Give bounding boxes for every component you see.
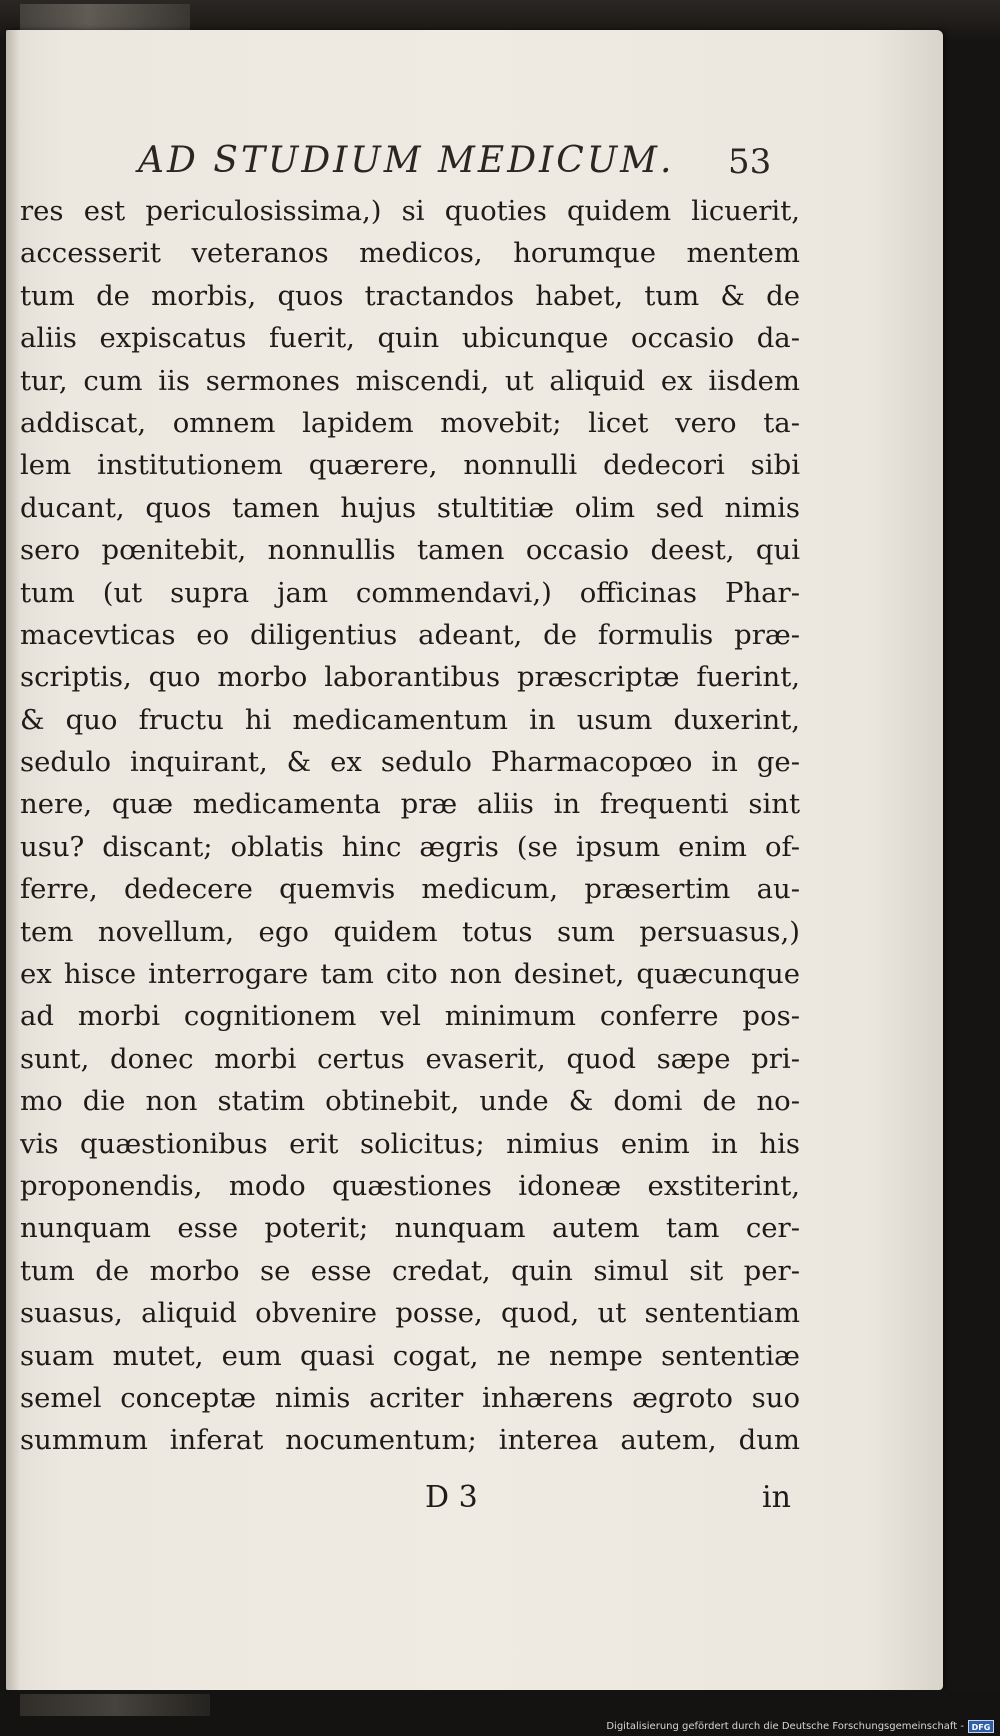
text-line: nunquam esse poterit; nunquam autem tam cer- — [20, 1212, 800, 1245]
page-footer-marks — [20, 1480, 800, 1524]
signature-mark: D 3 — [425, 1480, 478, 1515]
text-line: tum de morbo se esse credat, quin simul sit per- — [20, 1254, 800, 1287]
text-line: nere, quæ medicamenta præ aliis in frequenti sint — [20, 788, 800, 821]
dfg-logo-icon: DFG — [968, 1720, 994, 1733]
text-line: vis quæstionibus erit solicitus; nimius enim in his — [20, 1127, 800, 1160]
text-line: ferre, dedecere quemvis medicum, præsertim au- — [20, 873, 800, 906]
text-line: tum de morbis, quos tractandos habet, tum & de — [20, 279, 800, 312]
text-line: accesserit veteranos medicos, horumque mentem — [20, 237, 800, 270]
text-line: ducant, quos tamen hujus stultitiæ olim sed nimis — [20, 491, 800, 524]
text-line: ad morbi cognitionem vel minimum conferre pos- — [20, 1000, 800, 1033]
scan-edge-stain — [20, 1694, 210, 1716]
text-line: addiscat, omnem lapidem movebit; licet vero ta- — [20, 406, 800, 439]
text-line: lem institutionem quærere, nonnulli dedecori sibi — [20, 449, 800, 482]
text-line: suasus, aliquid obvenire posse, quod, ut sententiam — [20, 1297, 800, 1330]
text-line: tur, cum iis sermones miscendi, ut aliquid ex iisdem — [20, 364, 800, 397]
text-line: macevticas eo diligentius adeant, de formulis præ- — [20, 618, 800, 651]
text-line: proponendis, modo quæstiones idoneæ exstiterint, — [20, 1169, 800, 1202]
text-line: summum inferat nocumentum; interea autem, dum — [20, 1424, 800, 1457]
text-line: semel conceptæ nimis acriter inhærens ægroto suo — [20, 1381, 800, 1414]
page-spine-shadow — [6, 30, 20, 1690]
page-number: 53 — [728, 142, 772, 182]
body-text — [20, 190, 800, 1462]
text-line: sero pœnitebit, nonnullis tamen occasio deest, qui — [20, 534, 800, 567]
catchword: in — [762, 1480, 791, 1515]
text-line: suam mutet, eum quasi cogat, ne nempe sententiæ — [20, 1339, 800, 1372]
text-line: mo die non statim obtinebit, unde & domi de no- — [20, 1085, 800, 1118]
text-line: tum (ut supra jam commendavi,) officinas Phar- — [20, 576, 800, 609]
text-line: sunt, donec morbi certus evaserit, quod sæpe pri- — [20, 1042, 800, 1075]
text-line: scriptis, quo morbo laborantibus præscriptæ fuerint, — [20, 661, 800, 694]
text-line: tem novellum, ego quidem totus sum persuasus,) — [20, 915, 800, 948]
text-line: ex hisce interrogare tam cito non desinet, quæcunque — [20, 958, 800, 991]
text-line: usu? discant; oblatis hinc ægris (se ipsum enim of- — [20, 830, 800, 863]
text-line: sedulo inquirant, & ex sedulo Pharmacopœo in ge- — [20, 746, 800, 779]
text-line: res est periculosissima,) si quoties quidem licuerit, — [20, 195, 800, 227]
text-line: & quo fructu hi medicamentum in usum duxerint, — [20, 703, 800, 736]
digitization-credit: Digitalisierung gefördert durch die Deutsche Forschungsgemeinschaft - — [606, 1721, 964, 1732]
text-line: aliis expiscatus fuerit, quin ubicunque occasio da- — [20, 322, 800, 355]
running-head: AD STUDIUM MEDICUM. — [138, 140, 675, 181]
